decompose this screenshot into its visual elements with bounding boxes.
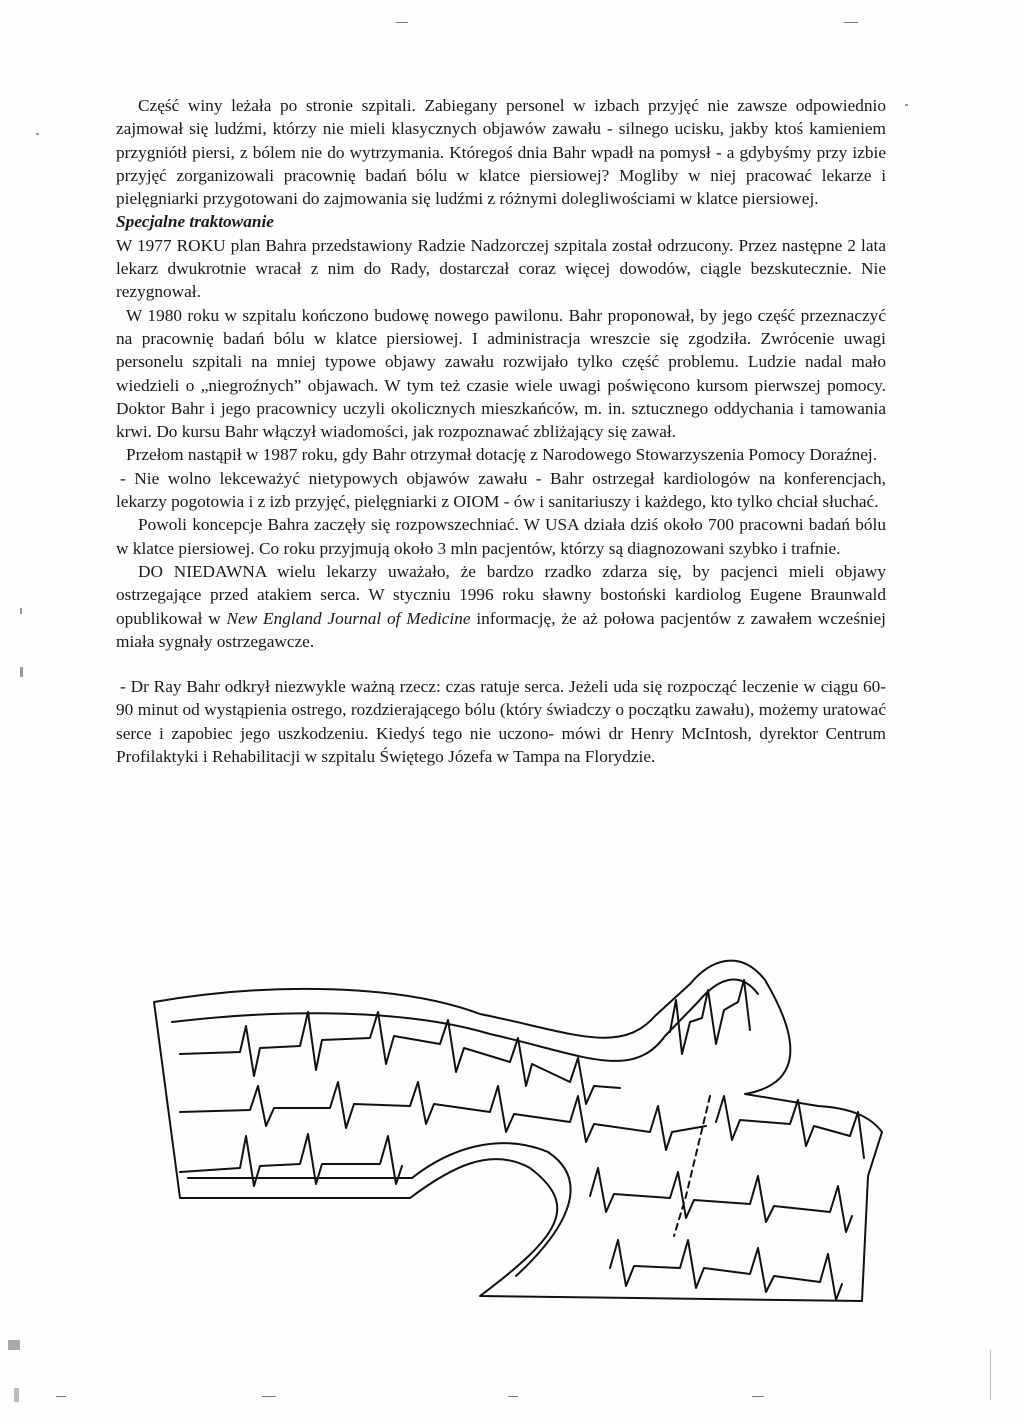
- ecg-fold-line: [674, 1096, 710, 1236]
- journal-title: New England Journal of Medicine: [226, 608, 471, 628]
- paragraph-4: Przełom nastąpił w 1987 roku, gdy Bahr otrzymał dotację z Narodowego Stowarzyszenia Pomocy Doraźnej.: [126, 445, 878, 465]
- paragraph-gap: [116, 653, 886, 675]
- paragraph-6: Powoli koncepcje Bahra zaczęły się rozpowszechniać. W USA działa dziś około 700 pracowni badań bólu w klatce piersiowej. Co roku przyjmują około 3 mln pacjentów, którzy są diagnozowani szybko i trafnie.: [116, 515, 886, 558]
- paragraph-7: [116, 560, 886, 653]
- scan-speck: [14, 1388, 19, 1402]
- ecg-trace: [180, 1082, 706, 1150]
- scan-mark-bottom: [56, 1396, 66, 1397]
- paragraph-2: W 1977 ROKU plan Bahra przedstawiony Radzie Nadzorczej szpitala został odrzucony. Przez następne 2 lata lekarz dwukrotnie wracał z nim do Rady, dostarczał coraz więcej dowodów, ciągle bezskutecznie. Nie rezygnował.: [116, 235, 886, 302]
- ecg-trace: [716, 1096, 864, 1158]
- ecg-trace: [180, 1012, 620, 1104]
- article-body: [116, 94, 886, 768]
- paragraph-1: Część winy leżała po stronie szpitali. Zabiegany personel w izbach przyjęć nie zawsze odpowiednio zajmował się ludźmi, którzy nie mieli klasycznych objawów zawału - silnego ucisku, jakby ktoś kamieniem przygniótł piersi, z bólem nie do wytrzymania. Któregoś dnia Bahr wpadł na pomysł - a gdybyśmy przy izbie przyjęć zorganizowali pracownię badań bólu w klatce piersiowej? Mogliby w niej pracować lekarze i pielęgniarki przygotowani do zajmowania się ludźmi z różnymi dolegliwościami w klatce piersiowej.: [116, 96, 886, 209]
- ecg-strip-illustration: [150, 936, 910, 1308]
- ecg-strip-outline: [154, 961, 882, 1301]
- scan-mark-top: [396, 22, 408, 23]
- scan-mark-bottom: [262, 1396, 276, 1397]
- paragraph-3: W 1980 roku w szpitalu kończono budowę nowego pawilonu. Bahr proponował, by jego część przeznaczyć na pracownię badań bólu w klatce piersiowej. I administracja wreszcie się zgodziła. Zwrócenie uwagi personelu szpitali na mniej typowe objawy zawału rozwijało tylko część problemu. Ludzie nadal mało wiedzieli o „niegroźnych” objawach. W tym też czasie wiele uwagi poświęcono kursom pierwszej pomocy. Doktor Bahr i jego pracownicy uczyli okolicznych mieszkańców, m. in. sztucznego oddychania i tamowania krwi. Do kursu Bahr włączył wiadomości, jak rozpoznawać zbliżający się zawał.: [116, 305, 886, 442]
- scan-speck: [8, 1340, 20, 1350]
- scan-speck: [20, 667, 23, 677]
- ecg-trace: [590, 1168, 852, 1232]
- scan-mark-bottom: [508, 1396, 518, 1397]
- scan-edge-mark: [990, 1350, 991, 1400]
- section-heading: Specjalne traktowanie: [116, 212, 274, 232]
- scan-speck: [20, 608, 22, 614]
- scan-speck: [905, 104, 908, 106]
- scan-mark-bottom: [752, 1396, 764, 1397]
- paragraph-5: - Nie wolno lekceważyć nietypowych objawów zawału - Bahr ostrzegał kardiologów na konferencjach, lekarzy pogotowia i z izb przyjęć, pielęgniarki z OIOM - ów i sanitariuszy i każdego, kto tylko chciał słuchać.: [116, 468, 886, 512]
- paragraph-8: - Dr Ray Bahr odkrył niezwykle ważną rzecz: czas ratuje serca. Jeżeli uda się rozpocząć leczenie w ciągu 60-90 minut od wystąpienia ostrego, rozdzierającego bólu (który świadczy o początku zawału), możemy uratować serce i zapobiec jego uszkodzeniu. Kiedyś tego nie uczono- mówi dr Henry McIntosh, dyrektor Centrum Profilaktyki i Rehabilitacji w szpitalu Świętego Józefa w Tampa na Florydzie.: [116, 677, 886, 767]
- paragraph-7-text: DO NIEDAWNA wielu lekarzy uważało, że bardzo rzadko zdarza się, by pacjenci mieli objawy ostrzegające przed atakiem serca. W styczniu 1996 roku sławny bostoński kardiolog Eugene Braunwald opublikował w: [116, 561, 886, 628]
- scan-speck: [36, 133, 39, 135]
- paragraph-7-end: informację, że aż połowa pacjentów z zawałem wcześniej miała sygnały ostrzegawcze.: [116, 608, 886, 651]
- ecg-trace: [610, 1240, 842, 1300]
- scan-mark-top-right: [844, 22, 858, 23]
